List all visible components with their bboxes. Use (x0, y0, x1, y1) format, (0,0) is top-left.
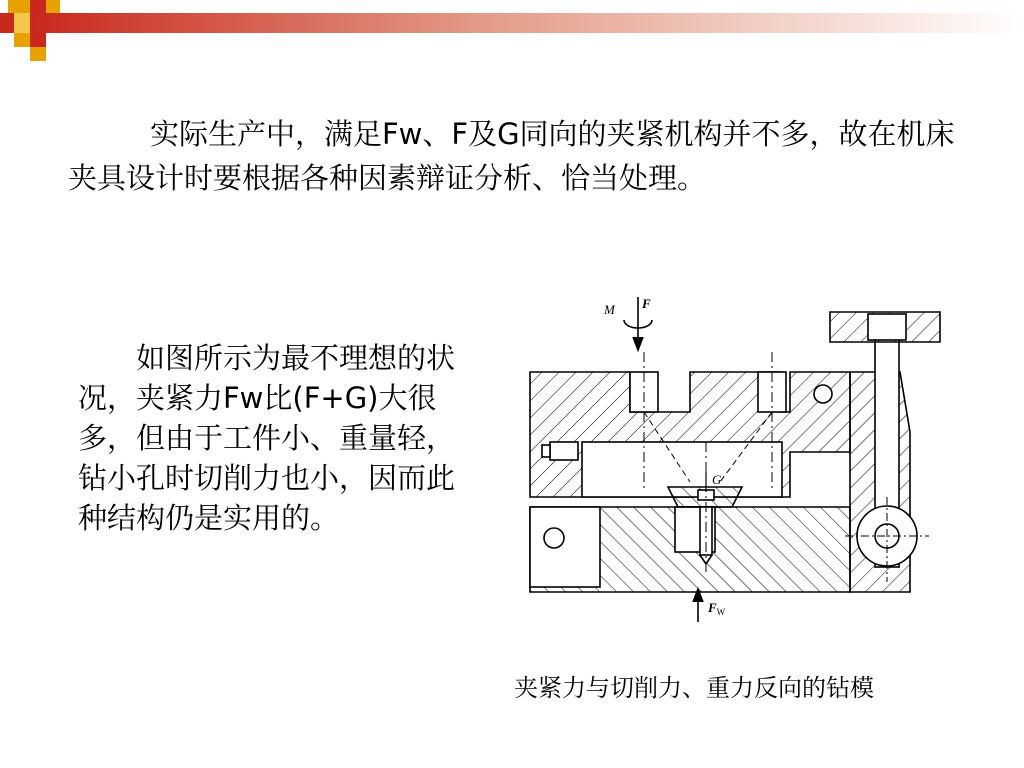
base-hole-left (544, 528, 564, 548)
deco-square-3 (14, 13, 30, 33)
deco-square-2 (0, 13, 14, 33)
label-f: F (642, 296, 651, 311)
deco-square-4 (30, 0, 46, 13)
header-decoration (0, 0, 1024, 62)
deco-square-5 (46, 0, 60, 13)
drill-jig-figure (520, 292, 950, 632)
label-fw-sub: W (716, 607, 726, 617)
label-fw: $F_W$ (708, 600, 726, 617)
header-gradient-bar (30, 13, 1024, 33)
paragraph-1: 实际生产中，满足Fw、F及G同向的夹紧机构并不多，故在机床夹具设计时要根据各种因素辩证分析、恰当处理。 (68, 117, 955, 195)
deco-square-1 (8, 0, 30, 13)
deco-square-6 (30, 33, 46, 47)
deco-square-7 (14, 33, 30, 47)
deco-square-8 (30, 47, 46, 61)
side-locator (550, 442, 578, 460)
hinge-hole-top (814, 385, 832, 403)
label-g: G (712, 472, 722, 487)
base-foot-left (530, 507, 600, 587)
paragraph-2: 如图所示为最不理想的状况，夹紧力Fw比(F+G)大很多，但由于工件小、重量轻，钻小孔时切削力也小，因而此种结构仍是实用的。 (78, 341, 456, 535)
label-m: M (604, 302, 615, 317)
figure-caption: 夹紧力与切削力、重力反向的钻模 (514, 674, 874, 702)
